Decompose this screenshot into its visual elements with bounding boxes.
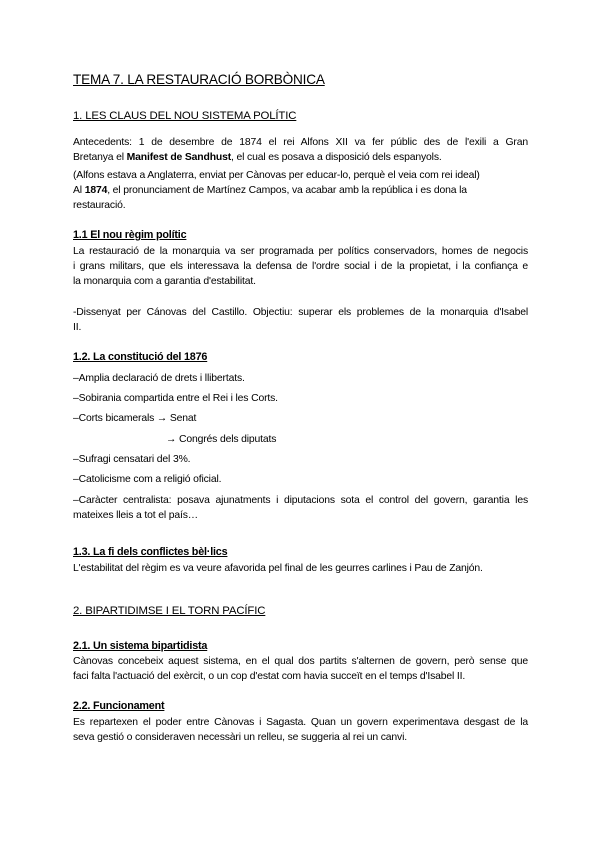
conflictes-text: L'estabilitat del règim es va veure afavorida pel final de les geurres carlines i Pau de Zanjón. — [73, 563, 483, 574]
subsection-2-1-heading: 2.1. Un sistema bipartidista — [73, 640, 208, 652]
antecedents-line-2-pre: Bretanya el — [73, 152, 127, 163]
regim-line-3: la monarquia com a garantia d'estabilitat. — [73, 276, 256, 287]
document-title: TEMA 7. LA RESTAURACIÓ BORBÒNICA — [73, 72, 325, 87]
antecedents-line-4-pre: Al — [73, 185, 85, 196]
antecedents-line-4 — [73, 184, 467, 197]
antecedents-line-5: restauració. — [73, 200, 126, 211]
antecedents-line-2-post: , el cual es posava a disposició dels espanyols. — [231, 152, 442, 163]
constitucio-item-3: –Corts bicamerals → Senat — [73, 413, 197, 424]
regim-line-1: La restauració de la monarquia va ser programada per polítics conservadors, homes de negocis — [73, 246, 528, 257]
funcionament-line-1: Es repartexen el poder entre Cànovas i Sagasta. Quan un govern experimentava desgast de la — [73, 717, 528, 728]
section-1-heading: 1. LES CLAUS DEL NOU SISTEMA POLÍTIC — [73, 110, 297, 122]
subsection-1-2-heading: 1.2. La constitució del 1876 — [73, 351, 208, 363]
antecedents-line-3: (Alfons estava a Anglaterra, enviat per Cànovas per educar-lo, perquè el veia com rei ideal) — [73, 170, 480, 181]
constitucio-item-2: –Sobirania compartida entre el Rei i les Corts. — [73, 393, 278, 404]
year-bold: 1874 — [84, 185, 108, 196]
subsection-1-3-heading: 1.3. La fi dels conflictes bèl·lics — [73, 546, 228, 558]
bipartidista-line-1: Cànovas concebeix aquest sistema, en el qual dos partits s'alternen de govern, però sense que — [73, 656, 528, 667]
antecedents-line-2 — [73, 151, 442, 164]
regim-line-2: i grans militars, que els interessava la defensa de l'ordre social i de la propietat, i la confiança e — [73, 261, 528, 272]
constitucio-item-6a: –Caràcter centralista: posava ajunatments i diputacions sota el control del govern, garantia les — [73, 495, 528, 506]
constitucio-item-5: –Catolicisme com a religió oficial. — [73, 474, 222, 485]
manifest-bold: Manifest de Sandhust — [126, 152, 232, 163]
subsection-2-2-heading: 2.2. Funcionament — [73, 700, 165, 712]
constitucio-item-3b: → Congrés dels diputats — [166, 434, 277, 445]
regim-line-4: -Dissenyat per Cánovas del Castillo. Objectiu: superar els problemes de la monarquia d'Isabel — [73, 307, 528, 318]
constitucio-item-4: –Sufragi censatari del 3%. — [73, 454, 191, 465]
section-2-heading: 2. BIPARTIDIMSE I EL TORN PACÍFIC — [73, 605, 266, 617]
antecedents-line-1: Antecedents: 1 de desembre de 1874 el rei Alfons XII va fer públic des de l'exili a Gran — [73, 137, 528, 148]
constitucio-item-6b: mateixes lleis a tot el país… — [73, 510, 199, 521]
constitucio-item-1: –Amplia declaració de drets i llibertats. — [73, 373, 245, 384]
subsection-1-1-heading: 1.1 El nou règim polític — [73, 229, 187, 241]
antecedents-line-4-post: , el pronunciament de Martínez Campos, va acabar amb la república i es dona la — [107, 185, 467, 196]
regim-line-5: II. — [73, 322, 82, 333]
bipartidista-line-2: faci falta l'actuació del exèrcit, o un cop d'estat com havia succeït en el temps d'Isabel II. — [73, 671, 466, 682]
funcionament-line-2: seva gestió o consideraven necessàri un relleu, se suggeria al rei un canvi. — [73, 732, 407, 743]
